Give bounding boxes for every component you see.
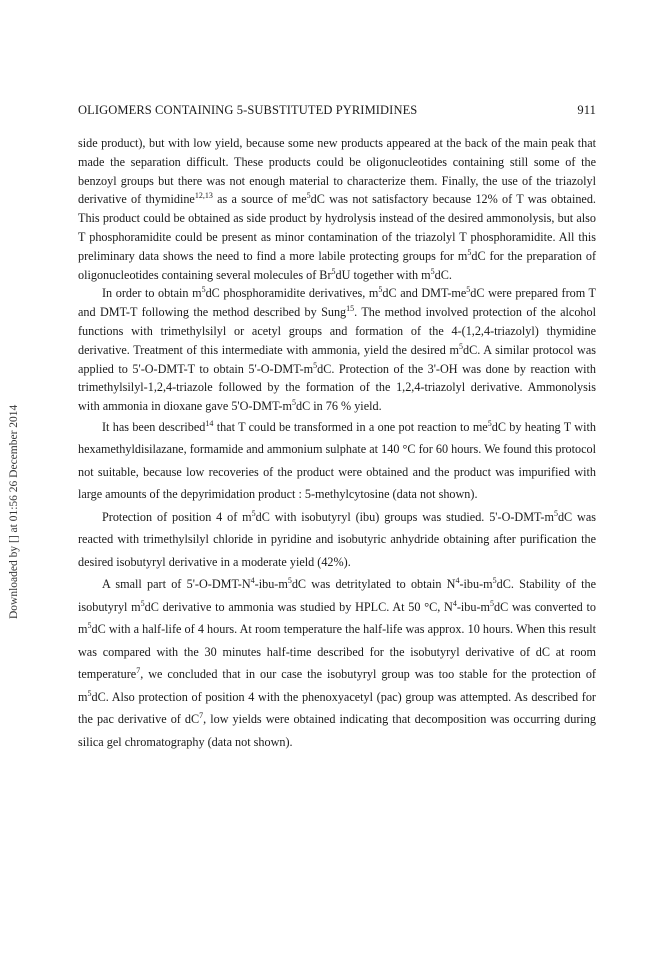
paragraph-3: It has been described$^{14}$ that T could be transformed in a one pot reaction to $me^5dC$ by heating T with hexamethyldisilazane, formamide and ammonium sulphate at 140 °C for 60 hours. We found this protocol not suitable, because low recoveries of the product were obtained and the product was impurified with large amounts of the depyrimidation product : 5-methylcytosine (data not shown).: [78, 418, 596, 502]
paragraph-4: Protection of position 4 of $m^5dC$ with isobutyryl (ibu) groups was studied. $5'-O-DMT-m^5dC$ was reacted with trimethylsilyl chloride in pyridine and isobutyric anhydride obtaining after purification the desired isobutyryl derivative in a moderate yield (42%).: [78, 508, 596, 569]
paragraph-1: side product), but with low yield, because some new products appeared at the back of the main peak that made the separation difficult. These products could be oligonucleotides containing still some of the benzoyl groups but there was not enough material to characterize them. Finally, the use of the triazolyl derivative of thymidine$^{12,13}$ as a source of $me^5dC$ was not satisfactory because 12% of T was obtained. This product could be obtained as side product by hydrolysis instead of the desired ammonolysis, but also T phosphoramidite could be present as minor contamination of the triazolyl T phosphoramidite. All this preliminary data shows the need to find a more labile protecting groups for $m^5dC$ for the preparation of oligonucleotides containing several molecules of Br$^5$dU together with $m^5dC$.: [78, 136, 597, 282]
running-title: OLIGOMERS CONTAINING 5-SUBSTITUTED PYRIMIDINES: [78, 103, 418, 117]
page-number: 911: [577, 103, 596, 117]
body-text: [78, 134, 596, 753]
paragraph-5: A small part of $5'-O-DMT-N^4-ibu-m^5dC$ was detritylated to obtain $N^4-ibu-m^5dC$. Stability of the isobutyryl $m^5dC$ derivative to ammonia was studied by HPLC. At 50 °C, $N^4-ibu-m^5dC$ was converted to $m^5dC$ with a half-life of 4 hours. At room temperature the half-life was approx. 10 hours. When this result was compared with the 30 minutes half-time described for the isobutyryl derivative of dC at room temperature$^7$, we concluded that in our case the isobutyryl group was too stable for the protection of $m^5dC$. Also protection of position 4 with the phenoxyacetyl (pac) group was attempted. As described for the pac derivative of $dC^7$, low yields were obtained indicating that decomposition was occurring during silica gel chromatography (data not shown).: [78, 576, 597, 749]
download-side-note: Downloaded by [] at 01:56 26 December 2014: [8, 404, 20, 619]
paragraph-2: In order to obtain $m^5dC$ phosphoramidite derivatives, $m^5dC$ and DMT-$me^5dC$ were prepared from T and DMT-T following the method described by Sung$^{15}$. The method involved protection of the alcohol functions with trimethylsilyl or acetyl groups and formation of the 4-(1,2,4-triazolyl) thymidine derivative. Treatment of this intermediate with ammonia, yield the desired $m^5dC$. A similar protocol was applied to 5'-O-DMT-T to obtain $5'-O-DMT-m^5dC$. Protection of the 3'-OH was done by reaction with trimethylsilyl-1,2,4-triazole followed by the formation of the 1,2,4-triazolyl derivative. Ammonolysis with ammonia in dioxane gave $5'O-DMT-m^5dC$ in 76 % yield.: [78, 285, 596, 414]
